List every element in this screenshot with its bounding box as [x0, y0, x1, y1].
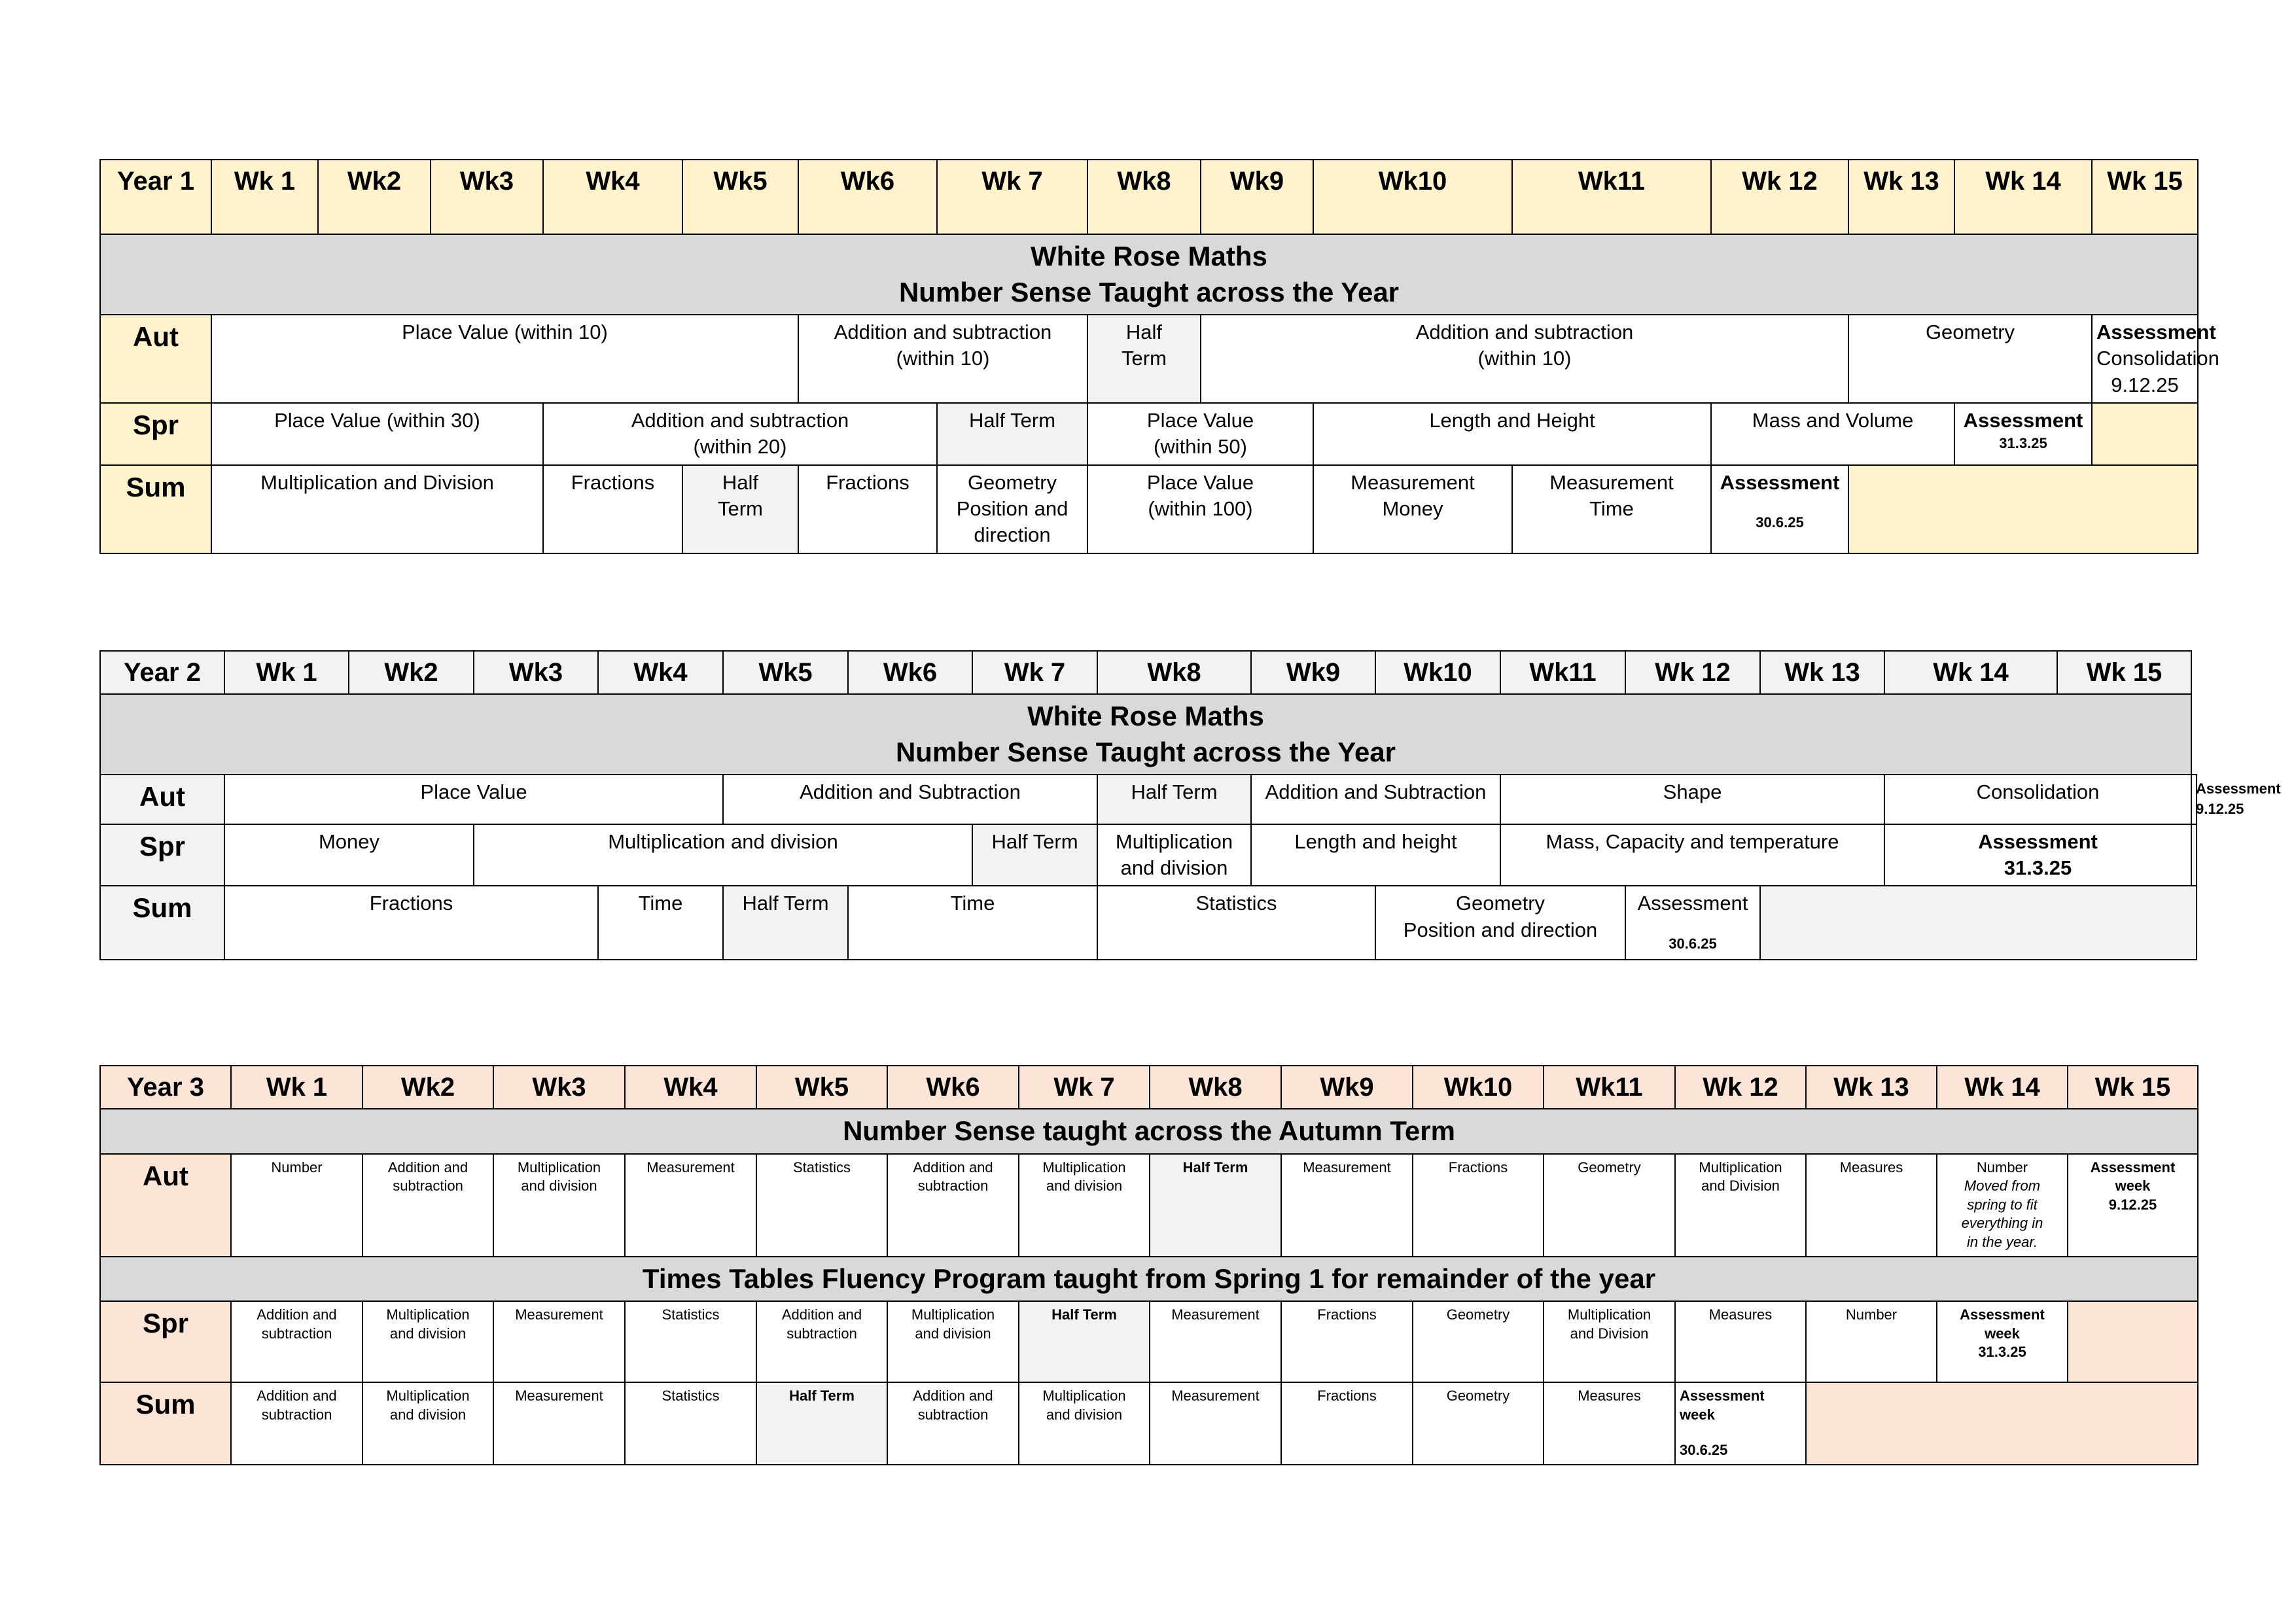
week-header: Wk 1 — [224, 651, 349, 694]
banner — [100, 694, 2191, 775]
topic-cell: Time — [848, 886, 1097, 960]
week-header: Wk10 — [1413, 1066, 1544, 1109]
assessment-cell — [1711, 465, 1848, 553]
topic-cell — [362, 1382, 493, 1465]
topic-line: Measurement — [1351, 470, 1475, 494]
topic-line: Consolidation — [2096, 347, 2219, 370]
assessment-date: 30.6.25 — [1756, 514, 1804, 531]
topic-line: (within 50) — [1154, 435, 1247, 459]
banner — [100, 234, 2198, 315]
topic-line: subtraction — [917, 1406, 989, 1423]
topic-line: and division — [389, 1406, 467, 1423]
term-label: Sum — [100, 465, 211, 553]
topic-line: Addition and subtraction — [1415, 321, 1634, 344]
topic-note: everything in — [1961, 1215, 2043, 1232]
topic-cell — [887, 1382, 1019, 1465]
topic-cell: Measurement — [493, 1382, 625, 1465]
topic-cell: Addition and Subtraction — [723, 775, 1097, 824]
week-header: Wk4 — [543, 160, 682, 234]
topic-note: Moved from — [1964, 1178, 2041, 1195]
topic-cell: Geometry — [1413, 1382, 1544, 1465]
year-label: Year 2 — [100, 651, 224, 694]
topic-line: Half — [722, 470, 759, 494]
week-header: Wk11 — [1512, 160, 1711, 234]
banner-line: White Rose Maths — [1031, 241, 1267, 271]
spacer — [1630, 917, 1756, 934]
half-term-cell — [682, 465, 798, 553]
topic-cell — [1019, 1154, 1150, 1257]
term-label: Aut — [100, 1154, 231, 1257]
topic-note: in the year. — [1966, 1233, 2038, 1250]
topic-line: Measurement — [1549, 470, 1674, 494]
topic-cell: Statistics — [625, 1301, 756, 1382]
half-term-cell: Half Term — [723, 886, 848, 960]
topic-cell: Multiplication and division — [474, 824, 972, 886]
topic-cell — [1937, 1154, 2068, 1257]
topic-cell: Place Value (within 10) — [211, 315, 798, 403]
year1-banner-row — [100, 234, 2198, 315]
topic-cell: Number — [1806, 1301, 1937, 1382]
assessment-label: Assessment — [1637, 892, 1748, 915]
week-header: Wk3 — [431, 160, 543, 234]
half-term-cell: Half Term — [1019, 1301, 1150, 1382]
topic-cell: Measurement — [493, 1301, 625, 1382]
banner-line: White Rose Maths — [1027, 701, 1264, 731]
topic-cell — [1201, 315, 1848, 403]
topic-line: subtraction — [917, 1178, 989, 1195]
topic-line: Multiplication — [1042, 1387, 1126, 1405]
year2-banner-row — [100, 694, 2197, 775]
topic-line: Position and direction — [1403, 918, 1598, 941]
topic-line: Addition and — [781, 1306, 862, 1323]
topic-line: (within 10) — [896, 347, 990, 370]
topic-cell: Place Value (within 30) — [211, 403, 543, 465]
week-header: Wk3 — [493, 1066, 625, 1109]
topic-line: Multiplication — [386, 1306, 470, 1323]
topic-cell: Mass, Capacity and temperature — [1500, 824, 1884, 886]
assessment-date: 31.3.25 — [1978, 1344, 2026, 1361]
empty-cell — [2068, 1301, 2198, 1382]
topic-cell: Statistics — [625, 1382, 756, 1465]
week-header: Wk3 — [474, 651, 598, 694]
topic-line: and Division — [1701, 1178, 1780, 1195]
week-header: Wk 13 — [1848, 160, 1954, 234]
week-header: Wk 14 — [1954, 160, 2092, 234]
topic-cell: Fractions — [543, 465, 682, 553]
topic-line: Multiplication — [1567, 1306, 1651, 1323]
topic-line: Multiplication — [1699, 1159, 1782, 1176]
assessment-label: Assessment — [1680, 1387, 1765, 1405]
topic-line: Addition and — [256, 1306, 337, 1323]
topic-cell: Money — [224, 824, 474, 886]
topic-line: subtraction — [261, 1406, 332, 1423]
topic-line: (within 20) — [693, 435, 787, 459]
year3-spr-row — [100, 1301, 2198, 1382]
topic-cell: Number — [231, 1154, 362, 1257]
topic-line: Term — [1122, 347, 1167, 370]
topic-cell: Measures — [1544, 1382, 1675, 1465]
week-header: Wk 7 — [972, 651, 1097, 694]
assessment-label: Assessment — [1963, 409, 2083, 432]
week-header: Wk 15 — [2092, 160, 2198, 234]
assessment-cell — [1954, 403, 2092, 465]
topic-cell — [887, 1154, 1019, 1257]
year1-aut-row — [100, 315, 2198, 403]
week-header: Wk4 — [598, 651, 723, 694]
topic-line: Half — [1125, 321, 1163, 344]
assessment-cell: Assessment 9.12.25 — [2191, 775, 2197, 824]
topic-cell — [756, 1301, 887, 1382]
week-header: Wk 13 — [1806, 1066, 1937, 1109]
topic-line: Multiplication — [386, 1387, 470, 1405]
year-label: Year 1 — [100, 160, 211, 234]
topic-line: Addition and subtraction — [834, 321, 1052, 344]
banner-line: Number Sense Taught across the Year — [898, 276, 1400, 307]
topic-cell: Measurement — [625, 1154, 756, 1257]
topic-line: Place Value — [1146, 409, 1254, 432]
topic-line: Multiplication — [1115, 829, 1233, 853]
banner: Times Tables Fluency Program taught from Spring 1 for remainder of the year — [100, 1257, 2198, 1302]
week-header: Wk2 — [362, 1066, 493, 1109]
topic-cell — [1313, 465, 1512, 553]
half-term-cell — [1087, 315, 1201, 403]
week-header: Wk 1 — [231, 1066, 362, 1109]
topic-cell: Place Value — [224, 775, 723, 824]
topic-line: (within 10) — [1477, 347, 1572, 370]
week-header: Wk9 — [1201, 160, 1313, 234]
week-header: Wk5 — [723, 651, 848, 694]
week-header: Wk 15 — [2068, 1066, 2198, 1109]
empty-cell — [2191, 824, 2197, 886]
topic-cell: Geometry — [1413, 1301, 1544, 1382]
topic-cell — [543, 403, 937, 465]
topic-cell — [937, 465, 1087, 553]
assessment-label: Assessment — [1960, 1306, 2045, 1323]
topic-cell: Time — [598, 886, 723, 960]
topic-cell: Shape — [1500, 775, 1884, 824]
week-header: Wk2 — [318, 160, 431, 234]
week-header: Wk 15 — [2057, 651, 2191, 694]
topic-line: and division — [389, 1325, 467, 1342]
half-term-cell: Half Term — [1097, 775, 1251, 824]
topic-line: and division — [1046, 1178, 1123, 1195]
topic-cell: Measurement — [1281, 1154, 1413, 1257]
term-label: Spr — [100, 403, 211, 465]
topic-line: subtraction — [261, 1325, 332, 1342]
assessment-cell — [2092, 315, 2219, 403]
assessment-label: Assessment — [1978, 829, 2098, 853]
term-label: Sum — [100, 886, 224, 960]
year3-spring-banner-row — [100, 1257, 2198, 1302]
week-header: Wk8 — [1087, 160, 1201, 234]
topic-cell: Consolidation — [1884, 775, 2191, 824]
topic-cell — [887, 1301, 1019, 1382]
topic-line: Position and — [956, 497, 1069, 520]
week-header: Wk 14 — [1884, 651, 2057, 694]
assessment-cell — [2068, 1154, 2198, 1257]
week-header: Wk9 — [1281, 1066, 1413, 1109]
week-header: Wk 1 — [211, 160, 318, 234]
topic-cell: Addition and Subtraction — [1251, 775, 1500, 824]
week-header: Wk11 — [1500, 651, 1625, 694]
banner-line: Number Sense Taught across the Year — [895, 736, 1396, 767]
year3-header-row — [100, 1066, 2198, 1109]
assessment-date: 31.3.25 — [1999, 435, 2047, 452]
assessment-label: week — [1985, 1325, 2020, 1342]
topic-line: direction — [974, 523, 1051, 547]
assessment-date: 31.3.25 — [2004, 856, 2072, 880]
week-header: Wk 14 — [1937, 1066, 2068, 1109]
week-header: Wk11 — [1544, 1066, 1675, 1109]
topic-cell — [1675, 1154, 1806, 1257]
topic-cell — [1097, 824, 1251, 886]
assessment-label: week — [2115, 1178, 2151, 1195]
week-header: Wk8 — [1150, 1066, 1281, 1109]
topic-cell — [362, 1154, 493, 1257]
empty-cell — [1806, 1382, 2198, 1465]
week-header: Wk 12 — [1625, 651, 1760, 694]
topic-line: Addition and — [256, 1387, 337, 1405]
topic-cell — [1544, 1301, 1675, 1382]
empty-cell — [1760, 886, 2197, 960]
week-header: Wk 7 — [1019, 1066, 1150, 1109]
topic-cell — [231, 1301, 362, 1382]
topic-line: Geometry — [1455, 892, 1545, 915]
spacer — [1680, 1424, 1801, 1441]
half-term-cell: Half Term — [937, 403, 1087, 465]
week-header: Wk10 — [1375, 651, 1500, 694]
week-header: Wk 12 — [1711, 160, 1848, 234]
year2-sum-row — [100, 886, 2197, 960]
half-term-cell: Half Term — [972, 824, 1097, 886]
assessment-date: 30.6.25 — [1669, 935, 1717, 952]
week-header: Wk2 — [349, 651, 474, 694]
assessment-date: 9.12.25 — [2108, 1196, 2157, 1213]
week-header: Wk4 — [625, 1066, 756, 1109]
topic-cell: Fractions — [1281, 1301, 1413, 1382]
topic-note: spring to fit — [1967, 1196, 2038, 1213]
topic-cell: Multiplication and Division — [211, 465, 543, 553]
term-label: Spr — [100, 824, 224, 886]
week-header: Wk 12 — [1675, 1066, 1806, 1109]
topic-line: Number — [1976, 1159, 2028, 1176]
topic-line: Addition and subtraction — [631, 409, 849, 432]
assessment-cell — [1884, 824, 2191, 886]
year2-aut-row — [100, 775, 2197, 824]
topic-line: Multiplication — [517, 1159, 601, 1176]
topic-cell: Measures — [1675, 1301, 1806, 1382]
topic-line: and division — [1120, 856, 1228, 880]
year3-sum-row — [100, 1382, 2198, 1465]
year2-spr-row — [100, 824, 2197, 886]
topic-cell: Measurement — [1150, 1382, 1281, 1465]
week-header: Wk6 — [848, 651, 972, 694]
topic-cell: Fractions — [224, 886, 598, 960]
topic-line: Money — [1382, 497, 1443, 520]
year2-header-row — [100, 651, 2197, 694]
assessment-cell — [1675, 1382, 1806, 1465]
topic-cell — [1019, 1382, 1150, 1465]
topic-line: and division — [1046, 1406, 1123, 1423]
topic-line: and Division — [1570, 1325, 1649, 1342]
half-term-cell: Half Term — [1150, 1154, 1281, 1257]
topic-line: Addition and — [913, 1387, 993, 1405]
assessment-label: week — [1680, 1406, 1715, 1423]
week-header: Wk6 — [798, 160, 937, 234]
topic-line: Multiplication — [911, 1306, 995, 1323]
year2-table — [99, 650, 2281, 960]
term-label: Aut — [100, 775, 224, 824]
assessment-date: 9.12.25 — [2111, 373, 2179, 396]
topic-line: Addition and — [387, 1159, 468, 1176]
year1-table — [99, 159, 2219, 554]
term-label: Aut — [100, 315, 211, 403]
year1-spr-row — [100, 403, 2198, 465]
topic-cell — [1087, 465, 1313, 553]
week-header: Wk8 — [1097, 651, 1251, 694]
year3-aut-row — [100, 1154, 2198, 1257]
topic-line: Term — [718, 497, 763, 520]
half-term-cell: Half Term — [756, 1382, 887, 1465]
assessment-cell — [1625, 886, 1760, 960]
banner: Number Sense taught across the Autumn Term — [100, 1109, 2198, 1154]
week-header: Wk 7 — [937, 160, 1087, 234]
empty-cell — [1848, 465, 2198, 553]
topic-cell: Fractions — [798, 465, 937, 553]
week-header: Wk5 — [756, 1066, 887, 1109]
topic-cell: Measures — [1806, 1154, 1937, 1257]
topic-cell: Geometry — [1848, 315, 2092, 403]
empty-cell — [2092, 403, 2198, 465]
topic-cell — [362, 1301, 493, 1382]
year3-table — [99, 1065, 2199, 1465]
topic-cell: Mass and Volume — [1711, 403, 1954, 465]
week-header: Wk5 — [682, 160, 798, 234]
year3-autumn-banner-row — [100, 1109, 2198, 1154]
year1-header-row — [100, 160, 2198, 234]
topic-line: Time — [1589, 497, 1634, 520]
topic-line: subtraction — [393, 1178, 463, 1195]
term-label: Sum — [100, 1382, 231, 1465]
week-header: Wk10 — [1313, 160, 1512, 234]
topic-line: subtraction — [786, 1325, 857, 1342]
topic-cell — [798, 315, 1087, 403]
assessment-cell — [1937, 1301, 2068, 1382]
topic-cell: Length and Height — [1313, 403, 1711, 465]
week-header: Wk 13 — [1760, 651, 1884, 694]
assessment-label: Assessment — [2090, 1159, 2176, 1176]
topic-cell: Fractions — [1413, 1154, 1544, 1257]
topic-cell — [493, 1154, 625, 1257]
topic-cell: Length and height — [1251, 824, 1500, 886]
year1-sum-row — [100, 465, 2198, 553]
year-label: Year 3 — [100, 1066, 231, 1109]
topic-cell: Measurement — [1150, 1301, 1281, 1382]
assessment-label: Assessment — [1720, 470, 1840, 494]
topic-cell — [1375, 886, 1625, 960]
week-header: Wk9 — [1251, 651, 1375, 694]
topic-cell: Geometry — [1544, 1154, 1675, 1257]
topic-line: and division — [915, 1325, 991, 1342]
topic-cell — [1087, 403, 1313, 465]
topic-line: Multiplication — [1042, 1159, 1126, 1176]
topic-cell: Fractions — [1281, 1382, 1413, 1465]
topic-cell: Statistics — [756, 1154, 887, 1257]
assessment-date: 30.6.25 — [1680, 1442, 1728, 1459]
week-header: Wk6 — [887, 1066, 1019, 1109]
topic-line: Geometry — [967, 470, 1057, 494]
topic-line: (within 100) — [1148, 497, 1253, 520]
spacer — [1716, 496, 1844, 513]
topic-cell — [231, 1382, 362, 1465]
assessment-label: Assessment — [2096, 321, 2216, 344]
topic-cell — [1512, 465, 1711, 553]
topic-line: and division — [521, 1178, 597, 1195]
topic-line: Place Value — [1146, 470, 1254, 494]
topic-line: Addition and — [913, 1159, 993, 1176]
term-label: Spr — [100, 1301, 231, 1382]
topic-cell: Statistics — [1097, 886, 1375, 960]
